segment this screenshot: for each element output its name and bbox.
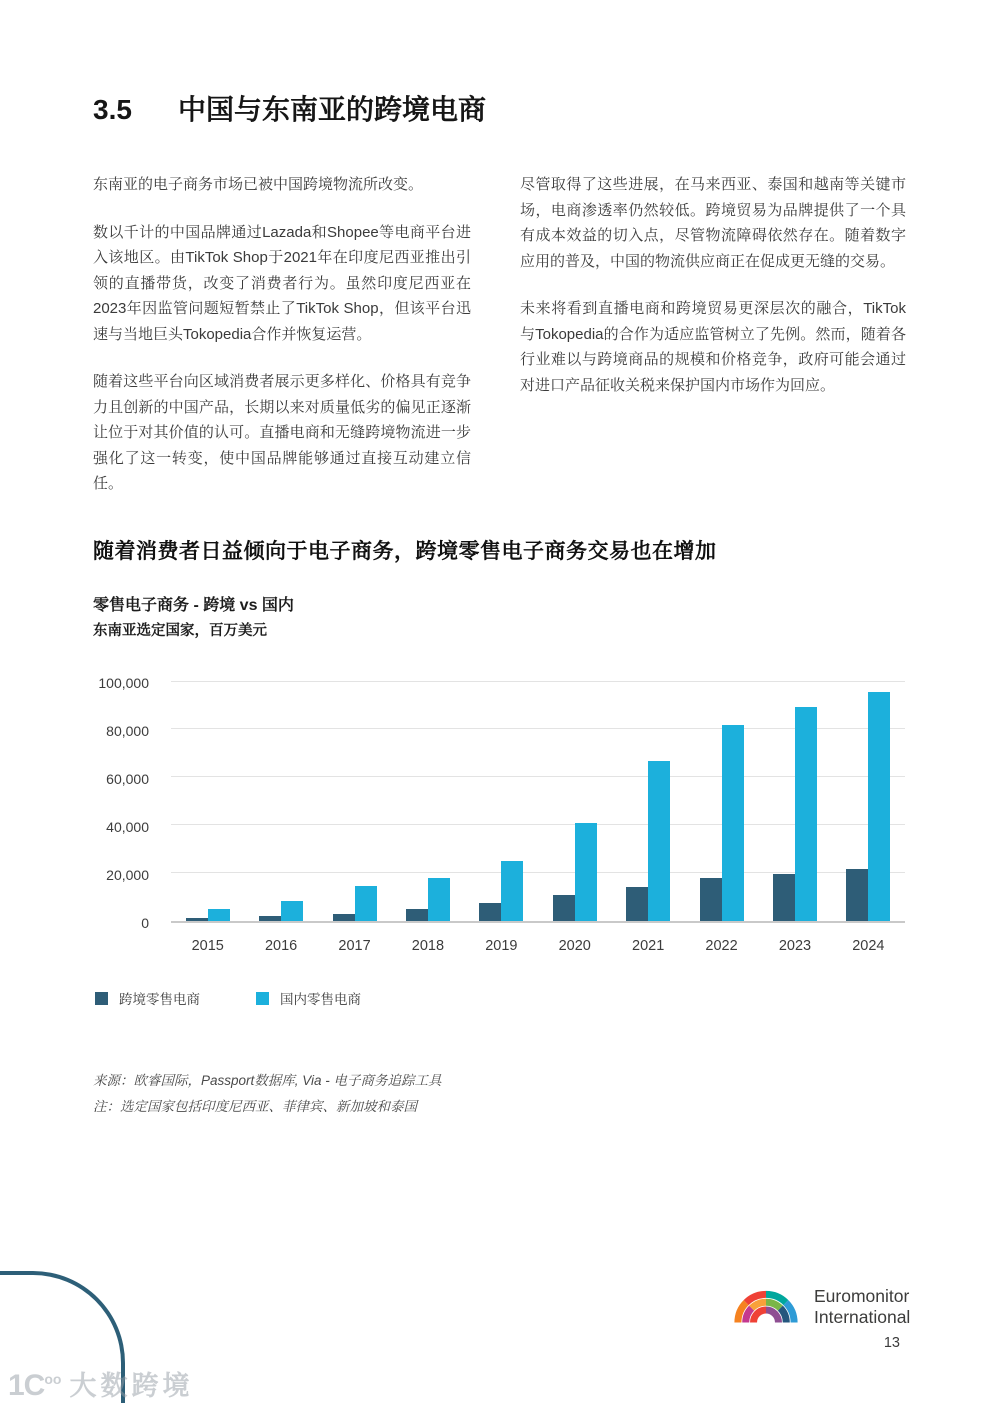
watermark (8, 1364, 193, 1403)
bar-国内零售电商-2023 (795, 707, 817, 921)
source-line: 来源：欧睿国际，Passport数据库, Via - 电子商务追踪工具 (93, 1073, 442, 1088)
x-tick-label: 2016 (264, 938, 298, 954)
x-tick-label: 2024 (852, 938, 885, 954)
paragraph: 东南亚的电子商务市场已被中国跨境物流所改变。 (93, 176, 424, 193)
y-axis-labels (93, 675, 149, 931)
legend-swatch (95, 992, 108, 1005)
legend-label: 跨境零售电商 (119, 992, 200, 1007)
body-columns (93, 172, 906, 519)
euromonitor-logo-text (814, 1278, 910, 1327)
x-tick-label: 2021 (632, 938, 665, 954)
y-tick-label: 80,000 (106, 723, 149, 739)
legend-label: 国内零售电商 (280, 992, 361, 1007)
bar-国内零售电商-2015 (208, 909, 230, 921)
y-tick-label: 60,000 (106, 771, 149, 787)
bar-跨境零售电商-2022 (700, 878, 722, 921)
bar-跨境零售电商-2023 (773, 874, 795, 921)
watermark-text: 大数跨境 (69, 1371, 194, 1401)
chart-headline: 随着消费者日益倾向于电子商务，跨境零售电子商务交易也在增加 (93, 540, 717, 563)
logo-line-1: Euromonitor (814, 1286, 910, 1306)
bar-group-2015 (171, 683, 244, 921)
bar-group-2019 (465, 683, 538, 921)
bar-跨境零售电商-2018 (406, 909, 428, 921)
bar-跨境零售电商-2017 (333, 914, 355, 921)
section-number: 3.5 (93, 94, 132, 125)
bar-国内零售电商-2018 (428, 878, 450, 921)
legend-item (95, 988, 200, 1008)
bar-国内零售电商-2022 (722, 725, 744, 921)
chart-titles (93, 592, 294, 640)
x-tick-label: 2018 (411, 938, 445, 954)
y-tick-label: 20,000 (106, 867, 149, 883)
bar-group-2021 (611, 683, 684, 921)
page-number: 13 (883, 1335, 900, 1351)
x-axis-labels (171, 938, 905, 954)
bar-group-2020 (538, 683, 611, 921)
x-tick-label: 2017 (338, 938, 371, 954)
chart-plot-area (171, 683, 905, 923)
chart-title: 零售电子商务 - 跨境 vs 国内 (93, 597, 294, 614)
source-block (93, 1068, 442, 1121)
logo-line-2: International (814, 1306, 911, 1327)
paragraph: 未来将看到直播电商和跨境贸易更深层次的融合，TikTok与Tokopedia的合作为适应监管树立了先例。然而，随着各行业难以与跨境商品的规模和价格竞争，政府可能会通过对进口产品征收关税来保护国内市场作为回应。 (520, 300, 906, 394)
paragraph: 随着这些平台向区域消费者展示更多样化、价格具有竞争力且创新的中国产品，长期以来对质量低劣的偏见正逐渐让位于对其价值的认可。直播电商和无缝跨境物流进一步强化了这一转变，使中国品牌能够通过直接互动建立信任。 (93, 373, 471, 492)
x-tick-label: 2020 (558, 938, 591, 954)
bar-跨境零售电商-2024 (846, 869, 868, 921)
legend-swatch (256, 992, 269, 1005)
paragraph: 尽管取得了这些进展，在马来西亚、泰国和越南等关键市场，电商渗透率仍然较低。跨境贸易为品牌提供了一个具有成本效益的切入点，尽管物流障碍依然存在。随着数字应用的普及，中国的物流供应商正在促成更无缝的交易。 (520, 176, 906, 270)
bar-group-2017 (318, 683, 391, 921)
x-tick-label: 2015 (191, 938, 224, 954)
bar-国内零售电商-2017 (355, 886, 377, 921)
x-tick-label: 2023 (778, 938, 812, 954)
gridline (171, 681, 905, 682)
bar-跨境零售电商-2021 (626, 887, 648, 921)
left-column (93, 172, 471, 519)
bar-跨境零售电商-2019 (479, 903, 501, 921)
x-tick-label: 2022 (705, 938, 738, 954)
euromonitor-arch-icon (727, 1278, 805, 1333)
y-tick-label: 40,000 (106, 819, 149, 835)
bar-group-2023 (758, 683, 831, 921)
section-title: 中国与东南亚的跨境电商 (177, 94, 486, 125)
bar-groups (171, 683, 905, 921)
y-tick-label: 0 (141, 915, 149, 931)
y-tick-label: 100,000 (98, 675, 149, 691)
bar-group-2022 (685, 683, 758, 921)
bar-国内零售电商-2016 (281, 901, 303, 921)
euromonitor-logo (727, 1278, 910, 1333)
legend-item (256, 988, 361, 1008)
retail-ecommerce-bar-chart (93, 676, 905, 976)
bar-group-2016 (244, 683, 317, 921)
right-column (520, 172, 906, 519)
bar-国内零售电商-2021 (648, 761, 670, 921)
bar-group-2018 (391, 683, 464, 921)
chart-legend (95, 988, 361, 1008)
bar-国内零售电商-2019 (501, 861, 523, 921)
bar-国内零售电商-2020 (575, 823, 597, 921)
chart-subtitle: 东南亚选定国家，百万美元 (93, 623, 267, 639)
section-heading (93, 88, 486, 128)
bar-跨境零售电商-2015 (186, 918, 208, 921)
note-line: 注：选定国家包括印度尼西亚、菲律宾、新加坡和泰国 (93, 1099, 417, 1115)
watermark-logo-icon: $1C^{oo}$ (8, 1369, 62, 1402)
bar-国内零售电商-2024 (868, 692, 890, 921)
bar-跨境零售电商-2020 (553, 895, 575, 921)
x-tick-label: 2019 (485, 938, 518, 954)
paragraph: 数以千计的中国品牌通过Lazada和Shopee等电商平台进入该地区。由TikTok Shop于2021年在印度尼西亚推出引领的直播带货，改变了消费者行为。虽然印度尼西亚在2023年因监管问题短暂禁止了TikTok Shop，但该平台迅速与当地巨头Tokopedia合作并恢复运营。 (93, 223, 471, 343)
bar-group-2024 (832, 683, 905, 921)
bar-跨境零售电商-2016 (259, 916, 281, 921)
